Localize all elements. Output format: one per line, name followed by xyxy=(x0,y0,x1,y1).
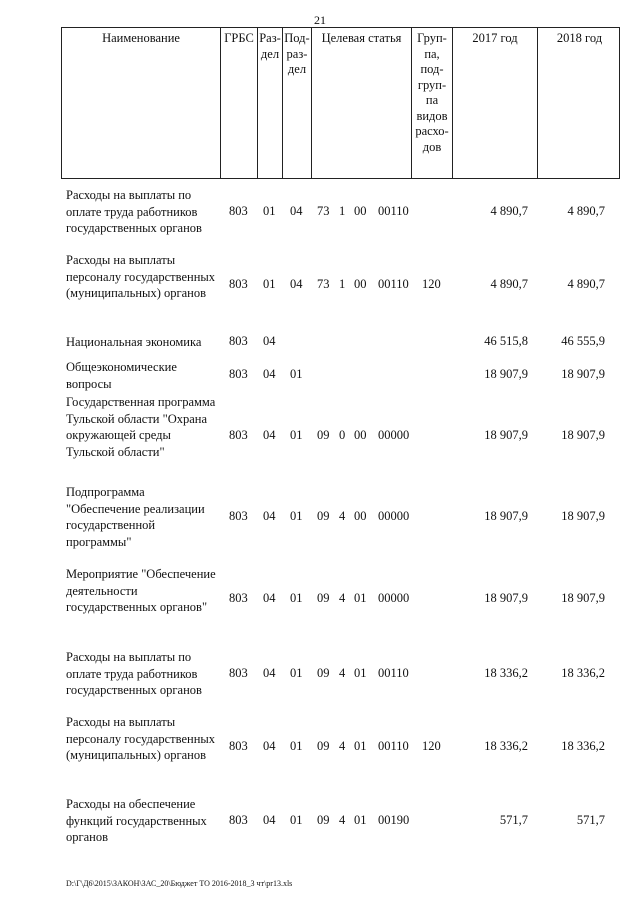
row-cs4: 00190 xyxy=(378,813,410,827)
row-rz: 01 xyxy=(263,277,276,291)
row-name: Государственная программа Тульской области "Охрана окружающей среды Тульской области" xyxy=(66,395,216,459)
row-rz: 04 xyxy=(263,739,276,753)
row-grbs: 803 xyxy=(229,428,248,442)
row-grbs: 803 xyxy=(229,509,248,523)
header-expense-group: Груп- па, под- груп- па видов расхо- дов xyxy=(415,31,449,154)
row-v2017: 4 890,7 xyxy=(490,204,528,218)
row-grbs: 803 xyxy=(229,334,248,348)
row-v2017: 46 515,8 xyxy=(484,334,528,348)
row-rz: 01 xyxy=(263,204,276,218)
row-pr: 01 xyxy=(290,739,303,753)
row-v2017: 571,7 xyxy=(499,813,528,827)
row-grbs: 803 xyxy=(229,739,248,753)
row-v2018: 4 890,7 xyxy=(567,204,605,218)
header-podrazdel: Под- раз- дел xyxy=(284,31,310,76)
row-grbs: 803 xyxy=(229,591,248,605)
header-2018: 2018 год xyxy=(556,31,603,45)
header-target-article: Целевая статья xyxy=(321,31,402,45)
row-v2018: 4 890,7 xyxy=(567,277,605,291)
row-cs2: 4 xyxy=(339,666,346,680)
row-rz: 04 xyxy=(263,666,276,680)
row-v2018: 18 907,9 xyxy=(561,591,605,605)
row-cs2: 0 xyxy=(339,428,346,442)
row-name: Общеэкономические вопросы xyxy=(66,360,177,391)
row-cs3: 01 xyxy=(354,739,367,753)
row-cs4: 00110 xyxy=(378,204,409,218)
row-name: Расходы на выплаты по оплате труда работников государственных органов xyxy=(66,650,202,697)
row-grbs: 803 xyxy=(229,204,248,218)
row-name: Расходы на выплаты персоналу государственных (муниципальных) органов xyxy=(66,253,216,300)
row-v2017: 4 890,7 xyxy=(490,277,528,291)
row-name: Мероприятие "Обеспечение деятельности государственных органов" xyxy=(66,567,216,614)
row-cs3: 01 xyxy=(354,813,367,827)
row-cs4: 00110 xyxy=(378,739,409,753)
row-v2018: 18 336,2 xyxy=(561,739,605,753)
row-pr: 01 xyxy=(290,367,303,381)
row-pr: 01 xyxy=(290,509,303,523)
table-header xyxy=(61,27,620,179)
row-v2017: 18 336,2 xyxy=(484,739,528,753)
row-cs1: 73 xyxy=(317,204,330,218)
row-pr: 04 xyxy=(290,277,303,291)
row-rz: 04 xyxy=(263,334,276,348)
row-cs3: 00 xyxy=(354,428,367,442)
row-cs4: 00000 xyxy=(378,591,410,605)
row-cs1: 09 xyxy=(317,428,330,442)
row-name: Расходы на обеспечение функций государственных органов xyxy=(66,797,207,844)
row-v2018: 46 555,9 xyxy=(561,334,605,348)
row-v2018: 18 336,2 xyxy=(561,666,605,680)
row-rz: 04 xyxy=(263,591,276,605)
page-number: 21 xyxy=(314,13,326,27)
row-cs1: 09 xyxy=(317,813,330,827)
row-cs4: 00110 xyxy=(378,277,409,291)
row-v2018: 18 907,9 xyxy=(561,367,605,381)
row-name: Подпрограмма "Обеспечение реализации государственной программы" xyxy=(66,485,205,549)
row-cs3: 00 xyxy=(354,509,367,523)
header-razdel: Раз- дел xyxy=(259,31,281,61)
row-pr: 01 xyxy=(290,813,303,827)
header-2017: 2017 год xyxy=(472,31,518,45)
row-v2017: 18 336,2 xyxy=(484,666,528,680)
row-cs1: 09 xyxy=(317,509,330,523)
row-cs3: 01 xyxy=(354,666,367,680)
row-v2017: 18 907,9 xyxy=(484,367,528,381)
row-name: Расходы на выплаты персоналу государственных (муниципальных) органов xyxy=(66,715,216,762)
row-cs1: 09 xyxy=(317,739,330,753)
row-pr: 01 xyxy=(290,666,303,680)
row-cs4: 00000 xyxy=(378,509,410,523)
row-cs2: 1 xyxy=(339,204,346,218)
header-grbs: ГРБС xyxy=(224,31,254,45)
row-pr: 01 xyxy=(290,428,303,442)
row-cs4: 00000 xyxy=(378,428,410,442)
row-rz: 04 xyxy=(263,813,276,827)
row-cs4: 00110 xyxy=(378,666,409,680)
row-rz: 04 xyxy=(263,428,276,442)
row-grbs: 803 xyxy=(229,367,248,381)
row-name: Национальная экономика xyxy=(66,335,202,349)
row-cs3: 00 xyxy=(354,277,367,291)
row-cs2: 4 xyxy=(339,591,346,605)
row-name: Расходы на выплаты по оплате труда работников государственных органов xyxy=(66,188,202,235)
row-rz: 04 xyxy=(263,367,276,381)
row-v2017: 18 907,9 xyxy=(484,428,528,442)
row-cs1: 09 xyxy=(317,666,330,680)
row-cs2: 1 xyxy=(339,277,346,291)
header-name: Наименование xyxy=(102,31,180,45)
row-v2018: 18 907,9 xyxy=(561,509,605,523)
row-grbs: 803 xyxy=(229,666,248,680)
row-vr: 120 xyxy=(422,739,441,753)
row-grbs: 803 xyxy=(229,277,248,291)
row-cs3: 00 xyxy=(354,204,367,218)
row-cs1: 09 xyxy=(317,591,330,605)
row-v2017: 18 907,9 xyxy=(484,591,528,605)
row-cs2: 4 xyxy=(339,813,346,827)
row-pr: 04 xyxy=(290,204,303,218)
row-v2018: 571,7 xyxy=(576,813,605,827)
row-cs2: 4 xyxy=(339,509,346,523)
row-vr: 120 xyxy=(422,277,441,291)
file-path-footer: D:\Г\Д6\2015\ЗАКОН\ЗАС_20\Бюджет ТО 2016-2018_3 чт\pr13.xls xyxy=(66,879,293,888)
row-v2017: 18 907,9 xyxy=(484,509,528,523)
row-cs1: 73 xyxy=(317,277,330,291)
row-cs3: 01 xyxy=(354,591,367,605)
row-grbs: 803 xyxy=(229,813,248,827)
row-rz: 04 xyxy=(263,509,276,523)
row-v2018: 18 907,9 xyxy=(561,428,605,442)
row-cs2: 4 xyxy=(339,739,346,753)
row-pr: 01 xyxy=(290,591,303,605)
